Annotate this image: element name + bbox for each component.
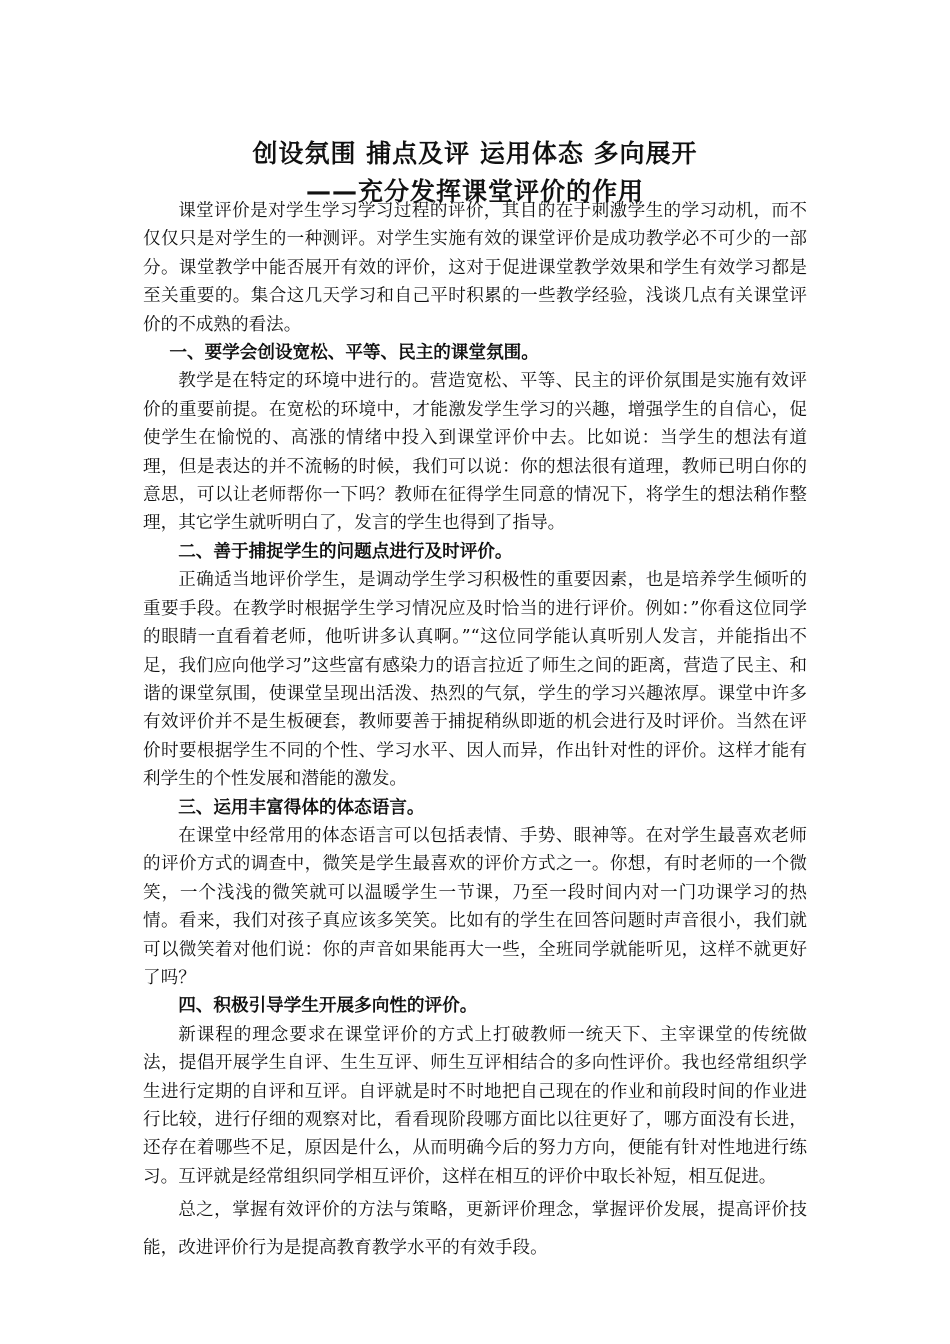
- section-heading-1: 一、要学会创设宽松、平等、民主的课堂氛围。: [169, 342, 539, 364]
- section-paragraph-1: 教学是在特定的环境中进行的。营造宽松、平等、民主的评价氛围是实施有效评价的重要前提。在宽松的环境中，才能激发学生学习的兴趣，增强学生的自信心，促使学生在愉悦的、高涨的情绪中投入到课堂评价中去。比如说：当学生的想法有道理，但是表达的并不流畅的时候，我们可以说：你的想法很有道理，教师已明白你的意思，可以让老师帮你一下吗？教师在征得学生同意的情况下，将学生的想法稍作整理，其它学生就听明白了，发言的学生也得到了指导。: [143, 371, 807, 534]
- intro-paragraph: 课堂评价是对学生学习学习过程的评价，其目的在于刺激学生的学习动机，而不仅仅只是对学生的一种测评。对学生实施有效的课堂评价是成功教学必不可少的一部分。课堂教学中能否展开有效的评价，这对于促进课堂教学效果和学生有效学习都是至关重要的。集合这几天学习和自己平时积累的一些教学经验，浅谈几点有关课堂评价的不成熟的看法。: [143, 201, 807, 335]
- section-paragraph-2: 正确适当地评价学生，是调动学生学习积极性的重要因素，也是培养学生倾听的重要手段。在教学时根据学生学习情况应及时恰当的进行评价。例如：”你看这位同学的眼睛一直看着老师，他听讲多认真啊。”“这位同学能认真听别人发言，并能指出不足，我们应向他学习”这些富有感染力的语言拉近了师生之间的距离，营造了民主、和谐的课堂氛围，使课堂呈现出活泼、热烈的气氛，学生的学习兴趣浓厚。课堂中许多有效评价并不是生板硬套，教师要善于捕捉稍纵即逝的机会进行及时评价。当然在评价时要根据学生不同的个性、学习水平、因人而异，作出针对性的评价。这样才能有利学生的个性发展和潜能的激发。: [143, 570, 807, 790]
- section-heading-4: 四、积极引导学生开展多向性的评价。: [178, 995, 478, 1017]
- section-paragraph-3: 在课堂中经常用的体态语言可以包括表情、手势、眼神等。在对学生最喜欢老师的评价方式的调查中，微笑是学生最喜欢的评价方式之一。你想，有时老师的一个微笑，一个浅浅的微笑就可以温暖学生一节课，乃至一段时间内对一门功课学习的热情。看来，我们对孩子真应该多笑笑。比如有的学生在回答问题时声音很小，我们就可以微笑着对他们说：你的声音如果能再大一些，全班同学就能听见，这样不就更好了吗？: [143, 825, 807, 988]
- section-paragraph-4: 新课程的理念要求在课堂评价的方式上打破教师一统天下、主宰课堂的传统做法，提倡开展学生自评、生生互评、师生互评相结合的多向性评价。我也经常组织学生进行定期的自评和互评。自评就是时不时地把自己现在的作业和前段时间的作业进行比较，进行仔细的观察对比，看看现阶段哪方面比以往更好了，哪方面没有长进，还存在着哪些不足，原因是什么，从而明确今后的努力方向，便能有针对性地进行练习。互评就是经常组织同学相互评价，这样在相互的评价中取长补短，相互促进。: [143, 1024, 807, 1187]
- document-title: 创设氛围 捕点及评 运用体态 多向展开: [252, 139, 698, 168]
- section-heading-3: 三、运用丰富得体的体态语言。: [178, 796, 425, 818]
- conclusion-paragraph: 总之，掌握有效评价的方法与策略，更新评价理念，掌握评价发展，提高评价技能，改进评价行为是提高教育教学水平的有效手段。: [143, 1200, 807, 1259]
- document-subtitle: ——充分发挥课堂评价的作用: [305, 177, 644, 206]
- section-heading-2: 二、善于捕捉学生的问题点进行及时评价。: [178, 540, 513, 562]
- document-body: [143, 197, 807, 1267]
